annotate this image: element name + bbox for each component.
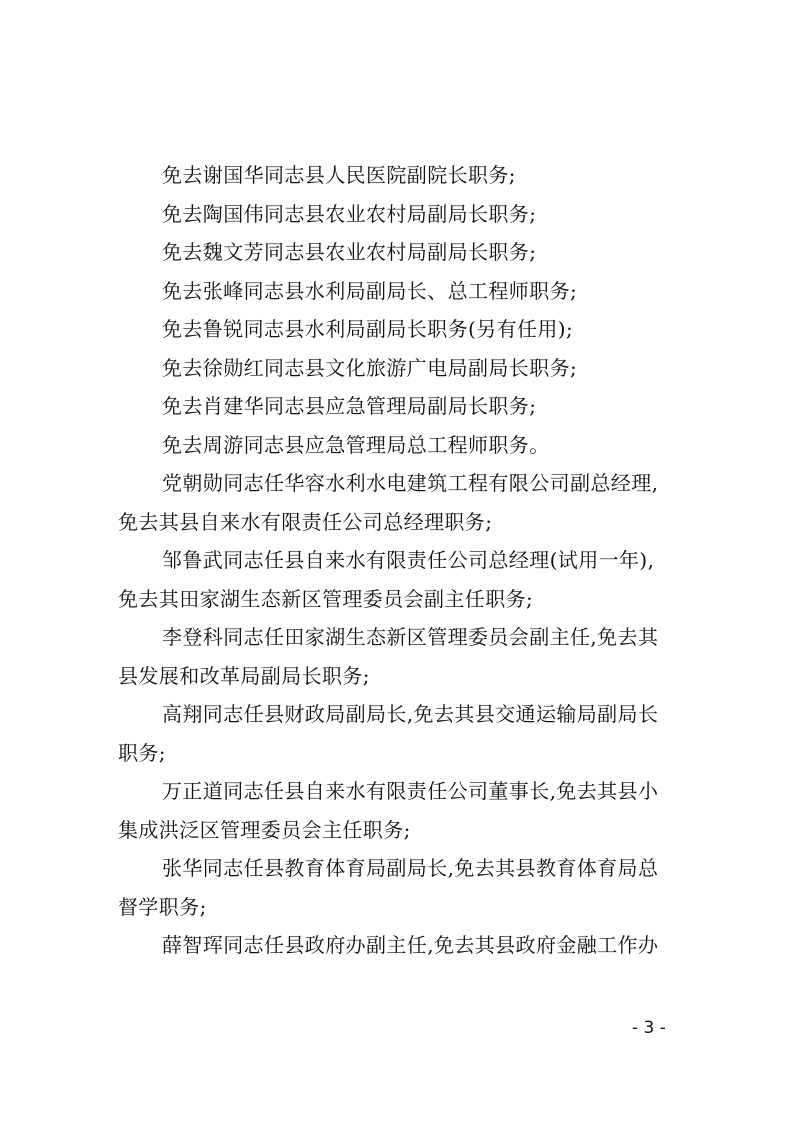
paragraph-first-line: 免去陶国伟同志县农业农村局副局长职务;: [162, 201, 537, 226]
paragraph: [118, 464, 698, 541]
paragraph-first-line: 免去周游同志县应急管理局总工程师职务。: [162, 432, 550, 457]
paragraph-first-line: 万正道同志任县自来水有限责任公司董事长,免去其县小: [162, 779, 659, 803]
paragraph-first-line: 免去魏文芳同志县农业农村局副局长职务;: [162, 240, 537, 264]
paragraph-continuation-line: 职务;: [118, 740, 166, 765]
paragraph: [118, 618, 698, 695]
paragraph: [118, 156, 698, 195]
paragraph-first-line: 免去谢国华同志县人民医院副院长职务;: [162, 163, 516, 187]
page-number: - 3 -: [632, 1018, 666, 1038]
paragraph: [118, 926, 698, 965]
paragraph: [118, 426, 698, 465]
paragraph-first-line: 李登科同志任田家湖生态新区管理委员会副主任,免去其: [162, 625, 659, 649]
paragraph-continuation-line: 免去其县自来水有限责任公司总经理职务;: [118, 509, 493, 534]
paragraph: [118, 272, 698, 311]
paragraph: [118, 233, 698, 272]
paragraph-continuation-line: 督学职务;: [118, 894, 207, 919]
paragraph-first-line: 免去鲁锐同志县水利局副局长职务(另有任用);: [162, 317, 574, 341]
paragraph-first-line: 党朝勋同志任华容水利水电建筑工程有限公司副总经理,: [162, 471, 659, 495]
paragraph: [118, 772, 698, 849]
paragraph: [118, 849, 698, 926]
paragraph: [118, 695, 698, 772]
paragraph: [118, 310, 698, 349]
paragraph-first-line: 免去张峰同志县水利局副局长、总工程师职务;: [162, 278, 578, 303]
paragraph-first-line: 免去徐勋红同志县文化旅游广电局副局长职务;: [162, 355, 578, 380]
paragraph: [118, 349, 698, 388]
paragraph-first-line: 张华同志任县教育体育局副局长,免去其县教育体育局总: [162, 856, 659, 880]
paragraph-continuation-line: 免去其田家湖生态新区管理委员会副主任职务;: [118, 586, 534, 611]
paragraph-first-line: 薛智珲同志任县政府办副主任,免去其县政府金融工作办: [162, 933, 659, 957]
paragraph-first-line: 邹鲁武同志任县自来水有限责任公司总经理(试用一年),: [162, 548, 655, 572]
paragraph-first-line: 高翔同志任县财政局副局长,免去其县交通运输局副局长: [162, 702, 659, 726]
paragraph-continuation-line: 集成洪泛区管理委员会主任职务;: [118, 817, 411, 842]
paragraph: [118, 195, 698, 234]
paragraph-first-line: 免去肖建华同志县应急管理局副局长职务;: [162, 394, 537, 418]
document-body: [118, 156, 698, 965]
paragraph: [118, 541, 698, 618]
paragraph-continuation-line: 县发展和改革局副局长职务;: [118, 663, 370, 688]
paragraph: [118, 387, 698, 426]
